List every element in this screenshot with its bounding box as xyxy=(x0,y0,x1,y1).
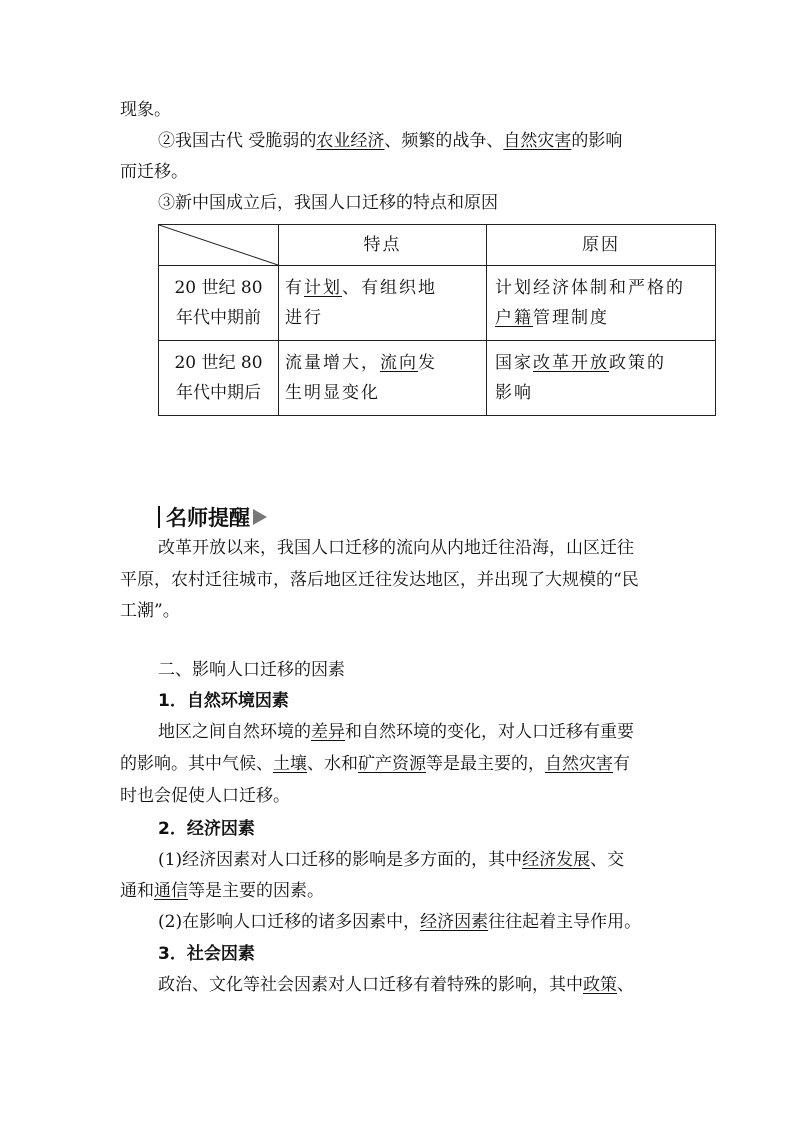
text: 有 xyxy=(613,754,630,774)
text: 20 世纪 80 xyxy=(174,278,263,298)
text: 管理制度 xyxy=(533,308,609,328)
text: 时也会促使人口迁移。 xyxy=(120,786,290,806)
heading-bar-icon xyxy=(158,506,160,528)
paragraph-ancient-migration xyxy=(158,131,622,151)
text: 影响 xyxy=(495,383,533,403)
reason-cell xyxy=(487,341,716,416)
table-row xyxy=(159,341,716,416)
text: 通和 xyxy=(120,881,154,901)
text: 年代中期前 xyxy=(176,308,261,328)
teacher-tip-heading xyxy=(158,502,267,532)
text-line xyxy=(120,881,324,901)
text-line xyxy=(120,786,290,806)
tip-text-line xyxy=(120,570,639,590)
period-cell xyxy=(159,266,279,341)
text: 的影响 xyxy=(571,131,623,151)
text-line xyxy=(158,850,624,870)
text: 、频繁的战争、 xyxy=(384,131,504,151)
table-row xyxy=(159,266,716,341)
tip-text-line xyxy=(158,538,634,558)
underlined-key-term: 通信 xyxy=(154,881,188,901)
text: 、有组织地 xyxy=(342,278,437,298)
text: 等是最主要的， xyxy=(426,754,545,774)
text: 工潮”。 xyxy=(120,601,180,621)
text: 现象。 xyxy=(120,100,171,120)
text: (1)经济因素对人口迁移的影响是多方面的，其中 xyxy=(158,850,523,870)
text: 二、影响人口迁移的因素 xyxy=(158,660,345,680)
text: 等是主要的因素。 xyxy=(188,881,324,901)
feature-cell xyxy=(279,266,487,341)
diagonal-line xyxy=(159,225,278,265)
underlined-key-term: 土壤 xyxy=(273,754,307,774)
period-cell xyxy=(159,341,279,416)
diagonal-header-cell xyxy=(159,225,279,266)
text: 计划经济体制和严格的 xyxy=(495,278,685,298)
text-line xyxy=(120,754,630,774)
text: 进行 xyxy=(285,308,323,328)
underlined-key-term: 差异 xyxy=(311,722,345,742)
text: 平原，农村迁往城市，落后地区迁往发达地区，并出现了大规模的“民 xyxy=(120,570,639,590)
text: 、 xyxy=(617,975,634,995)
text: 政治、文化等社会因素对人口迁移有着特殊的影响，其中 xyxy=(158,975,583,995)
tip-text-line xyxy=(120,601,180,621)
underlined-key-term: 矿产资源 xyxy=(358,754,426,774)
text: 年代中期后 xyxy=(176,383,261,403)
text: 1．自然环境因素 xyxy=(158,691,289,711)
underlined-key-term: 政策 xyxy=(583,975,617,995)
underlined-key-term: 流向 xyxy=(380,353,418,373)
text: 而迁移。 xyxy=(120,162,188,182)
text: 2．经济因素 xyxy=(158,819,255,839)
subsection-title xyxy=(158,819,255,839)
tip-title: 名师提醒 xyxy=(166,506,250,530)
header-feature: 特点 xyxy=(279,225,487,266)
text: 、交 xyxy=(590,850,625,870)
table-header-row xyxy=(159,225,716,266)
text: 发 xyxy=(418,353,437,373)
text: 流量增大， xyxy=(285,353,380,373)
table-caption xyxy=(158,193,498,213)
text: 3．社会因素 xyxy=(158,944,255,964)
text-line xyxy=(158,975,634,995)
underlined-key-term: 经济因素 xyxy=(420,912,489,932)
text-line xyxy=(120,100,171,120)
migration-characteristics-table xyxy=(158,224,716,416)
text: 和自然环境的变化，对人口迁移有重要 xyxy=(345,722,634,742)
text: 改革开放以来，我国人口迁移的流向从内地迁往沿海，山区迁往 xyxy=(158,538,634,558)
arrow-right-icon xyxy=(253,509,267,525)
underlined-key-term: 自然灾害 xyxy=(503,131,572,151)
text: 20 世纪 80 xyxy=(174,353,263,373)
text-line xyxy=(120,162,188,182)
text: 、水和 xyxy=(307,754,358,774)
underlined-key-term: 农业经济 xyxy=(316,131,385,151)
header-reason: 原因 xyxy=(487,225,716,266)
text-line xyxy=(158,722,634,742)
text-line xyxy=(158,912,641,932)
subsection-title xyxy=(158,691,289,711)
text: ③新中国成立后，我国人口迁移的特点和原因 xyxy=(158,193,498,213)
underlined-key-term: 户籍 xyxy=(495,308,533,328)
underlined-key-term: 计划 xyxy=(304,278,342,298)
text: 有 xyxy=(285,278,304,298)
text: 国家 xyxy=(495,353,533,373)
feature-cell xyxy=(279,341,487,416)
text: 地区之间自然环境的 xyxy=(158,722,311,742)
text: (2)在影响人口迁移的诸多因素中， xyxy=(158,912,421,932)
underlined-key-term: 自然灾害 xyxy=(545,754,613,774)
underlined-key-term: 改革开放 xyxy=(533,353,609,373)
text: 往往起着主导作用。 xyxy=(488,912,642,932)
reason-cell xyxy=(487,266,716,341)
text: 的影响。其中气候、 xyxy=(120,754,273,774)
text: 生明显变化 xyxy=(285,383,380,403)
section-title xyxy=(158,660,345,680)
underlined-key-term: 经济发展 xyxy=(522,850,591,870)
text: 政策的 xyxy=(609,353,666,373)
subsection-title xyxy=(158,944,255,964)
text: ②我国古代 受脆弱的 xyxy=(158,131,317,151)
